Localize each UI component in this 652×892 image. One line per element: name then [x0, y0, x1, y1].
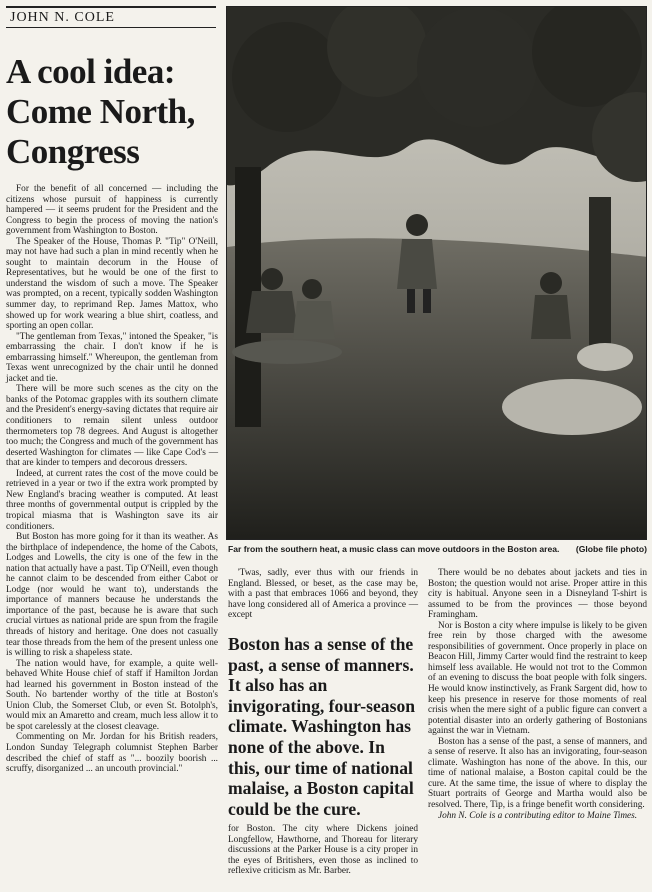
headline-line-3: Congress [6, 132, 140, 171]
column-3 [428, 568, 647, 821]
paragraph: 'Twas, sadly, ever thus with our friends in England. Blessed, or beset, as the case may be, with a past that embraces 1066 and beyond, they have long considered all of America a province — except [228, 568, 418, 621]
column-1 [6, 184, 218, 775]
column-2-top [228, 568, 418, 621]
paragraph: But Boston has more going for it than its weather. As the birthplace of independence, the home of the Cabots, Lodges and Lowells, the city is one of the few in the nation that actually have a past. Tip O'Neill, even though he cannot claim to be descended from either Cabot or Lodge (nor would he want to), understands the importance of manners because he understands the importance of the past, because he is aware that such crucial virtues as national pride are spun from the fragile threads of history and heritage. One does not casually tear those threads from the hem of the present unless one is willing to risk a shapeless state. [6, 532, 218, 659]
caption-text: Far from the southern heat, a music class can move outdoors in the Boston area. [228, 544, 560, 554]
pull-quote: Boston has a sense of the past, a sense of manners. It also has an invigorating, four-season climate. Washington has none of the above. In this, our time of national malaise, a Boston capital could be the cure. [228, 634, 416, 819]
column-2-bottom [228, 824, 418, 877]
paragraph: Commenting on Mr. Jordan for his British readers, London Sunday Telegraph columnist Stephen Barber described the chief of staff as "... boozily boorish ... scruffy, disorganized ... an uncouth provincial." [6, 732, 218, 775]
headline [6, 52, 218, 172]
author-signature: John N. Cole is a contributing editor to Maine Times. [438, 810, 638, 821]
byline: JOHN N. COLE [6, 6, 216, 28]
headline-line-2: Come North, [6, 92, 195, 131]
paragraph: Indeed, at current rates the cost of the move could be retrieved in a year or two if the extra work prompted by New England's bracing weather is computed. At least three months of governmental output is crippled by the tropical miasma that is Washington save its air conditioners. [6, 468, 218, 532]
photo-caption [228, 544, 647, 554]
photo-credit: (Globe file photo) [575, 544, 647, 554]
paragraph: The nation would have, for example, a quite well-behaved White House chief of staff if Hamilton Jordan had learned his government in Boston instead of the South. No bartender worthy of the title at Boston's Union Club, the Somerset Club, or even St. Botolph's, would mix an Amaretto and cream, much less allow it to be spot carelessly at the closest cleavage. [6, 658, 218, 732]
paragraph: Nor is Boston a city where impulse is likely to be given free rein by those charged with the awesome responsibilities of government. Once properly in place on Beacon Hill, Jimmy Carter would find the restraint to keep himself less available. He would not trot to the Common of an evening to discuss the boat people with folk singers. He would know instinctively, as Frank Sargent did, how to keep his presence in reserve for those moments of real crisis when the mere sight of a public figure can convert a potential disaster into an orderly gathering of Bostonians against the war in Vietnam. [428, 620, 647, 737]
outdoor-music-class-photo [226, 6, 647, 540]
paragraph: Boston has a sense of the past, a sense of manners, and a sense of reserve. It also has an invigorating, four-season climate. Washington has none of the above. In this, our time of national malaise, a Boston capital could be the cure. At the same time, the issue of where to display the Stuart portraits of George and Martha would also be resolved. There, Tip, is a fringe benefit worth considering. [428, 736, 647, 811]
headline-line-1: A cool idea: [6, 52, 175, 91]
paragraph: for Boston. The city where Dickens joined Longfellow, Hawthorne, and Thoreau for literary discussions at the Parker House is a city proper in the eyes of Britishers, even those as inclined to reflexive criticism as Mr. Barber. [228, 824, 418, 877]
paragraph: There will be more such scenes as the city on the banks of the Potomac grapples with its southern climate and the President's energy-saving dictates that require air conditioners to remain silent unless outdoor thermometers top 78 degrees. And August is altogether too much; the Congress and much of the government has deserted Washington for climates — like Cape Cod's — that are kinder to tempers and decorous dressers. [6, 384, 218, 469]
paragraph: For the benefit of all concerned — including the citizens whose pursuit of happiness is currently hampered — it seems prudent for the President and the Congress to begin the process of moving the nation's government from Washington to Boston. [6, 184, 218, 237]
paragraph: The Speaker of the House, Thomas P. "Tip" O'Neill, may not have had such a plan in mind recently when he sought to maintain decorum in the House of Representatives, but he would be one of the first to understand the wisdom of such a move. The Speaker was prompted, on a recent, typically sodden Washington summer day, to reprimand Rep. James Mattox, who showed up for work wearing a blue shirt, coatless, and sporting an open collar. [6, 236, 218, 332]
paragraph: "The gentleman from Texas," intoned the Speaker, "is embarrassing the chair. I don't know if he is embarrassing himself." Whereupon, the gentleman from Texas went unrecognized by the chair until he donned jacket and tie. [6, 331, 218, 384]
paragraph: There would be no debates about jackets and ties in Boston; the question would not arise. Proper attire in this city is habitual. Anyone seen in a Disneyland T-shirt is assumed to be from the provinces — those beyond Framingham. [428, 568, 647, 621]
